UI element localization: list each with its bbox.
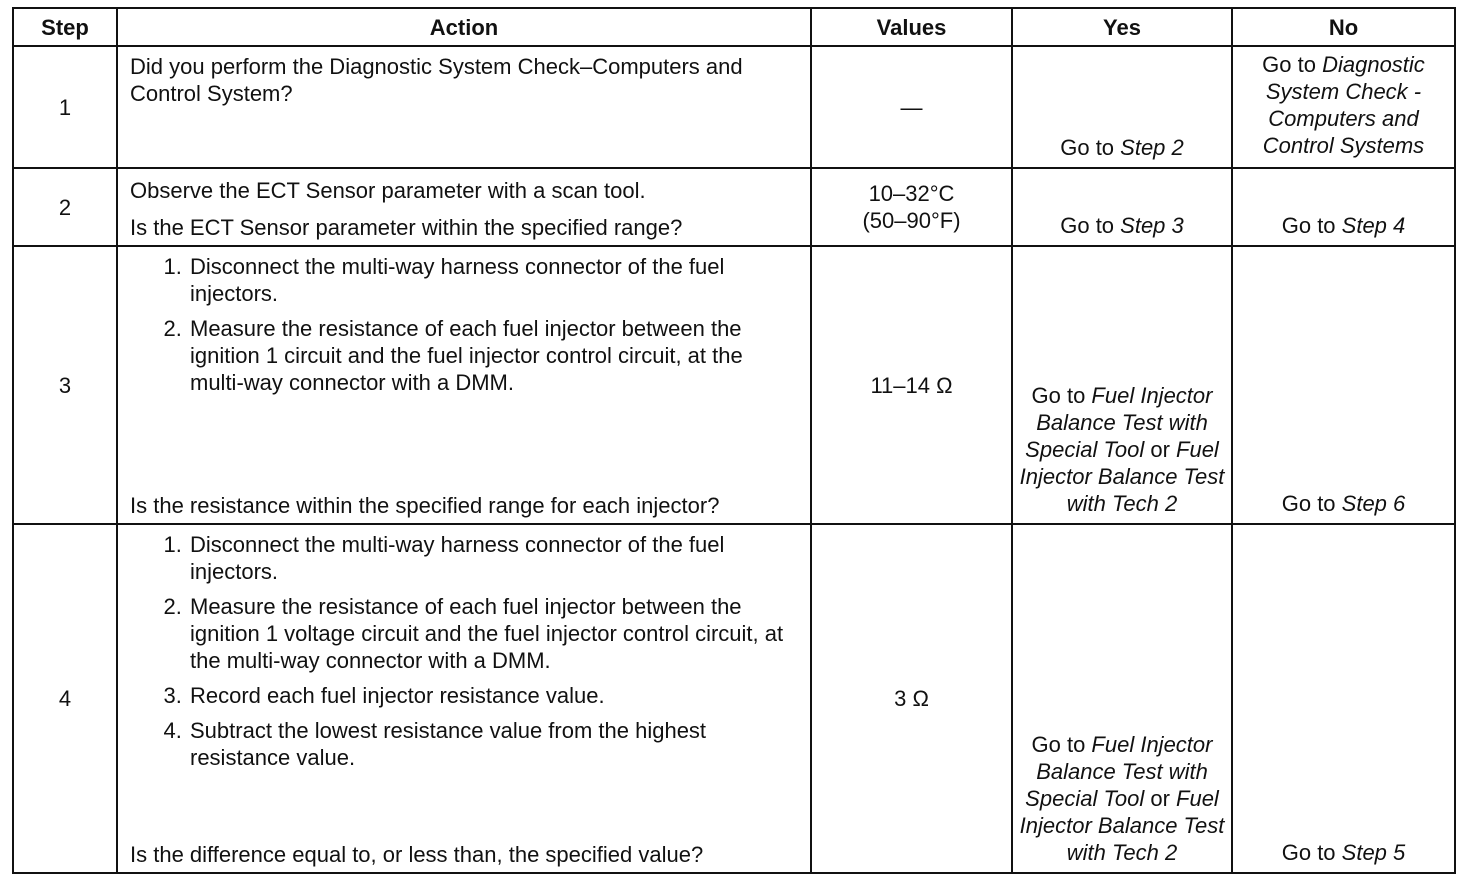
yes-cell (1012, 524, 1232, 873)
no-prefix: Go to (1281, 840, 1342, 865)
step-number: 3 (13, 246, 117, 524)
value-cell (811, 168, 1012, 246)
yes-link[interactable]: Fuel Injector Balance Test with Tech 2 (1019, 786, 1225, 865)
no-link[interactable]: Step 6 (1341, 491, 1406, 516)
step-number: 1 (13, 46, 117, 168)
no-prefix: Go to (1281, 213, 1342, 238)
no-cell (1232, 168, 1455, 246)
action-step: 3. Record each fuel injector resistance value. (188, 682, 800, 709)
no-cell (1232, 524, 1455, 873)
value-cell: — (811, 46, 1012, 168)
action-step: 4. Subtract the lowest resistance value from the highest resistance value. (188, 717, 800, 771)
header-values: Values (811, 8, 1012, 46)
step-number: 2 (13, 168, 117, 246)
no-link[interactable]: Step 5 (1341, 840, 1406, 865)
action-steps (130, 531, 800, 779)
header-yes: Yes (1012, 8, 1232, 46)
action-step: 1. Disconnect the multi-way harness connector of the fuel injectors. (188, 253, 800, 307)
yes-link[interactable]: Fuel Injector Balance Test with Special Tool (1025, 383, 1213, 462)
yes-cell (1012, 46, 1232, 168)
value-line: (50–90°F) (862, 208, 961, 233)
step-number: 4 (13, 524, 117, 873)
value-cell: 11–14 Ω (811, 246, 1012, 524)
action-content (130, 253, 800, 519)
yes-cell (1012, 246, 1232, 524)
no-link[interactable]: Step 4 (1341, 213, 1406, 238)
action-question: Is the resistance within the specified range for each injector? (130, 493, 720, 518)
diagnostic-table (12, 7, 1456, 874)
action-cell (117, 524, 811, 873)
yes-link[interactable]: Fuel Injector Balance Test with Tech 2 (1019, 437, 1225, 516)
table-row (13, 524, 1455, 873)
yes-link[interactable]: Fuel Injector Balance Test with Special Tool (1025, 732, 1213, 811)
no-link[interactable]: Diagnostic System Check - Computers and Control Systems (1262, 52, 1425, 158)
yes-or: or (1144, 437, 1177, 462)
value-line: 10–32°C (868, 181, 955, 206)
yes-prefix: Go to (1031, 732, 1092, 757)
action-cell (117, 168, 811, 246)
header-step: Step (13, 8, 117, 46)
header-row (13, 8, 1455, 46)
action-step: 1. Disconnect the multi-way harness connector of the fuel injectors. (188, 531, 800, 585)
header-no: No (1232, 8, 1455, 46)
action-question: Is the ECT Sensor parameter within the specified range? (130, 215, 683, 240)
action-content (130, 531, 800, 868)
no-cell (1232, 246, 1455, 524)
yes-prefix: Go to (1060, 135, 1121, 160)
yes-or: or (1144, 786, 1177, 811)
yes-link[interactable]: Step 3 (1120, 213, 1184, 238)
value-cell: 3 Ω (811, 524, 1012, 873)
action-steps (130, 253, 800, 404)
action-step: 2. Measure the resistance of each fuel injector between the ignition 1 voltage circuit and the fuel injector control circuit, at the multi-way connector with a DMM. (188, 593, 800, 674)
table-row (13, 246, 1455, 524)
action-step: 2. Measure the resistance of each fuel injector between the ignition 1 circuit and the fuel injector control circuit, at the multi-way connector with a DMM. (188, 315, 800, 396)
header-action: Action (117, 8, 811, 46)
yes-prefix: Go to (1031, 383, 1092, 408)
table-row (13, 168, 1455, 246)
no-prefix: Go to (1281, 491, 1342, 516)
no-cell (1232, 46, 1455, 168)
yes-cell (1012, 168, 1232, 246)
action-text: Did you perform the Diagnostic System Check–Computers and Control System? (130, 54, 743, 106)
action-question: Is the difference equal to, or less than, the specified value? (130, 842, 704, 867)
yes-link[interactable]: Step 2 (1120, 135, 1184, 160)
table-row (13, 46, 1455, 168)
action-cell (117, 246, 811, 524)
yes-prefix: Go to (1060, 213, 1121, 238)
action-cell (117, 46, 811, 168)
no-prefix: Go to (1262, 52, 1323, 77)
action-text: Observe the ECT Sensor parameter with a scan tool. (130, 178, 646, 203)
